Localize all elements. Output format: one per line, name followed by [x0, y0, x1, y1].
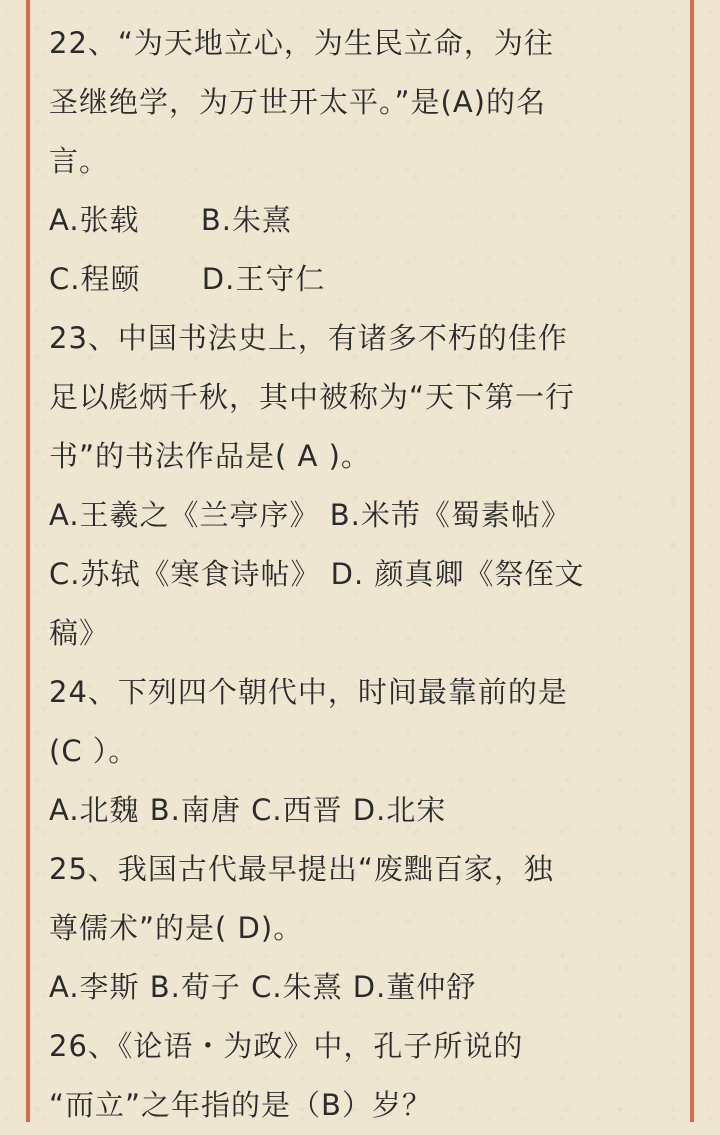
right-border-line — [690, 0, 694, 1122]
text-line: C.程颐 D.王守仁 — [49, 262, 326, 296]
text-line: 书”的书法作品是( A )。 — [49, 439, 371, 473]
text-line: 22、“为天地立心，为生民立命，为往 — [49, 26, 554, 60]
text-line: 26、《论语・为政》中，孔子所说的 — [49, 1029, 524, 1063]
text-line: C.苏轼《寒食诗帖》 D. 颜真卿《祭侄文 — [49, 557, 585, 591]
text-line: 稿》 — [49, 616, 110, 650]
text-line: 尊儒术”的是( D)。 — [49, 911, 304, 945]
text-line: A.北魏 B.南唐 C.西晋 D.北宋 — [49, 793, 447, 827]
text-line: 足以彪炳千秋，其中被称为“天下第一行 — [49, 380, 576, 414]
text-line: 圣继绝学，为万世开太平。”是(A)的名 — [49, 85, 546, 119]
text-line: (C ）。 — [49, 734, 139, 768]
text-line: 言。 — [49, 144, 110, 178]
text-line: 23、中国书法史上，有诸多不朽的佳作 — [49, 321, 568, 355]
text-line: “而立”之年指的是（B）岁？ — [49, 1088, 432, 1122]
text-line: A.张载 B.朱熹 — [49, 203, 292, 237]
left-border-line — [26, 0, 30, 1122]
text-line: A.王羲之《兰亭序》 B.米芾《蜀素帖》 — [49, 498, 571, 532]
text-line: 25、我国古代最早提出“废黜百家，独 — [49, 852, 554, 886]
text-line: 24、下列四个朝代中，时间最靠前的是 — [49, 675, 568, 709]
text-line: A.李斯 B.荀子 C.朱熹 D.董仲舒 — [49, 970, 477, 1004]
quiz-text — [49, 14, 668, 1135]
